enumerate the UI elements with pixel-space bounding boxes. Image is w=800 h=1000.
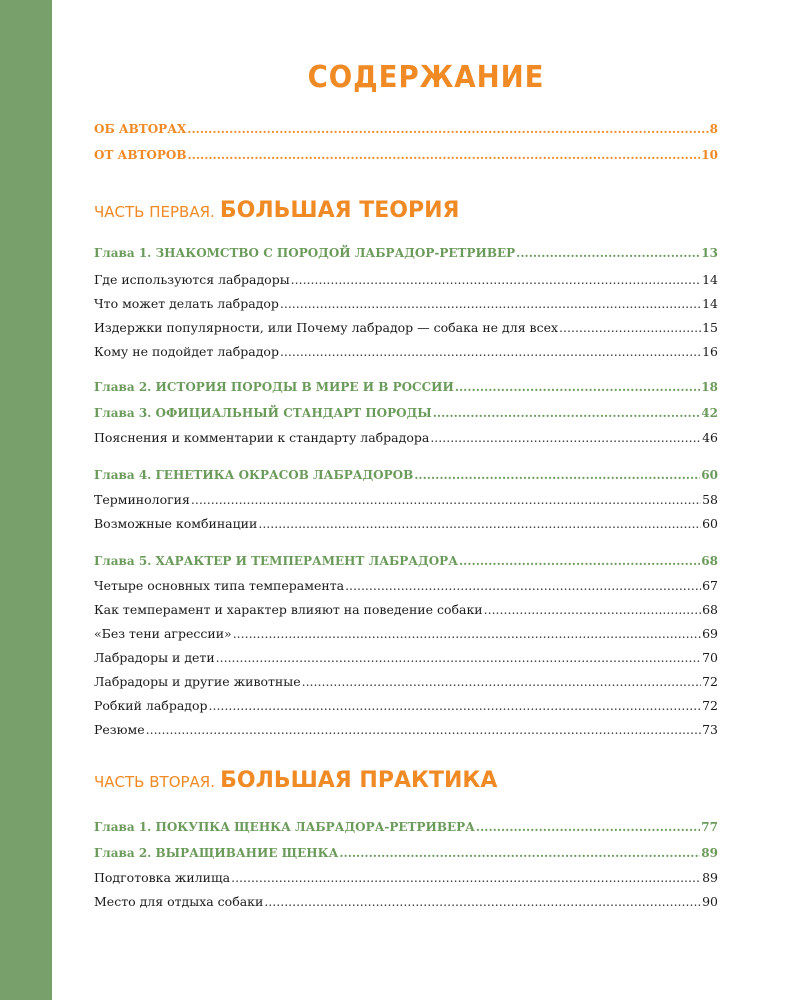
part-heading-2	[94, 768, 497, 793]
toc-entry-label: Подготовка жилища	[94, 870, 231, 885]
leader-dots	[233, 626, 701, 641]
toc-chapter[interactable]	[94, 468, 718, 482]
leader-dots	[146, 722, 701, 737]
toc-entry[interactable]	[94, 602, 718, 617]
toc-entry[interactable]	[94, 320, 718, 335]
toc-entry-label: Издержки популярности, или Почему лабрадор — собака не для всех	[94, 320, 559, 335]
leader-dots	[516, 246, 700, 260]
toc-entry[interactable]	[94, 578, 718, 593]
leader-dots	[455, 380, 700, 394]
toc-chapter[interactable]	[94, 846, 718, 860]
toc-entry-label: Место для отдыха собаки	[94, 894, 264, 909]
toc-entry-page: 16	[702, 344, 718, 359]
toc-entry-about-authors[interactable]	[94, 122, 718, 136]
side-bar	[0, 0, 52, 1000]
toc-entry-from-authors[interactable]	[94, 148, 718, 162]
toc-entry-label: Терминология	[94, 492, 190, 507]
toc-entry-label: Лабрадоры и дети	[94, 650, 215, 665]
toc-entry-page: 58	[702, 492, 718, 507]
toc-chapter[interactable]	[94, 554, 718, 568]
toc-entry[interactable]	[94, 626, 718, 641]
toc-entry-page: 14	[702, 272, 718, 287]
toc-entry-label: Четыре основных типа темперамента	[94, 578, 345, 593]
toc-entry-page: 73	[702, 722, 718, 737]
toc-entry-label: Пояснения и комментарии к стандарту лабрадора	[94, 430, 430, 445]
toc-entry-label: Как темперамент и характер влияют на поведение собаки	[94, 602, 483, 617]
toc-entry-page: 60	[702, 516, 718, 531]
toc-entry[interactable]	[94, 674, 718, 689]
toc-entry-label: ОТ АВТОРОВ	[94, 148, 187, 162]
toc-entry-page: 15	[702, 320, 718, 335]
toc-entry-page: 60	[701, 468, 718, 482]
toc-entry[interactable]	[94, 698, 718, 713]
toc-entry-page: 10	[701, 148, 718, 162]
toc-entry-page: 67	[702, 578, 718, 593]
toc-entry-page: 46	[702, 430, 718, 445]
toc-entry-label: Резюме	[94, 722, 145, 737]
toc-entry-page: 89	[702, 870, 718, 885]
leader-dots	[291, 272, 701, 287]
part-title: БОЛЬШАЯ ТЕОРИЯ	[219, 198, 460, 223]
leader-dots	[302, 674, 701, 689]
toc-entry-label: Глава 4. ГЕНЕТИКА ОКРАСОВ ЛАБРАДОРОВ	[94, 468, 414, 482]
part-prefix: ЧАСТЬ ВТОРАЯ.	[94, 773, 215, 791]
toc-entry-page: 77	[701, 820, 718, 834]
toc-entry-page: 68	[702, 602, 718, 617]
toc-entry-label: Глава 2. ИСТОРИЯ ПОРОДЫ В МИРЕ И В РОССИИ	[94, 380, 454, 394]
toc-entry[interactable]	[94, 272, 718, 287]
toc-entry-label: Глава 1. ЗНАКОМСТВО С ПОРОДОЙ ЛАБРАДОР-РЕТРИВЕР	[94, 246, 516, 260]
toc-entry-label: Лабрадоры и другие животные	[94, 674, 301, 689]
toc-entry-label: Что может делать лабрадор	[94, 296, 279, 311]
toc-entry[interactable]	[94, 430, 718, 445]
toc-chapter[interactable]	[94, 380, 718, 394]
toc-entry-label: ОБ АВТОРАХ	[94, 122, 187, 136]
toc-entry[interactable]	[94, 870, 718, 885]
toc-entry-label: Робкий лабрадор	[94, 698, 208, 713]
toc-entry-label: Кому не подойдет лабрадор	[94, 344, 279, 359]
leader-dots	[433, 406, 701, 420]
leader-dots	[264, 894, 701, 909]
toc-entry-page: 68	[701, 554, 718, 568]
toc-entry-label: Глава 2. ВЫРАЩИВАНИЕ ЩЕНКА	[94, 846, 339, 860]
toc-entry-page: 8	[709, 122, 718, 136]
toc-entry-page: 72	[702, 674, 718, 689]
leader-dots	[280, 296, 701, 311]
leader-dots	[209, 698, 702, 713]
leader-dots	[231, 870, 701, 885]
toc-entry-page: 89	[701, 846, 718, 860]
page-title: СОДЕРЖАНИЕ	[307, 60, 545, 95]
toc-entry-page: 70	[702, 650, 718, 665]
toc-entry-label: Где используются лабрадоры	[94, 272, 290, 287]
toc-entry-label: Глава 3. ОФИЦИАЛЬНЫЙ СТАНДАРТ ПОРОДЫ	[94, 406, 432, 420]
toc-entry-page: 69	[702, 626, 718, 641]
toc-entry[interactable]	[94, 894, 718, 909]
leader-dots	[187, 148, 700, 162]
toc-entry-page: 42	[701, 406, 718, 420]
toc-entry-page: 14	[702, 296, 718, 311]
toc-entry[interactable]	[94, 516, 718, 531]
leader-dots	[414, 468, 700, 482]
toc-chapter[interactable]	[94, 820, 718, 834]
toc-entry-label: «Без тени агрессии»	[94, 626, 232, 641]
part-prefix: ЧАСТЬ ПЕРВАЯ.	[94, 203, 215, 221]
part-title: БОЛЬШАЯ ПРАКТИКА	[220, 768, 498, 793]
leader-dots	[459, 554, 700, 568]
toc-entry[interactable]	[94, 722, 718, 737]
leader-dots	[345, 578, 701, 593]
toc-entry[interactable]	[94, 492, 718, 507]
toc-entry-label: Глава 1. ПОКУПКА ЩЕНКА ЛАБРАДОРА-РЕТРИВЕРА	[94, 820, 475, 834]
leader-dots	[484, 602, 701, 617]
toc-entry-label: Глава 5. ХАРАКТЕР И ТЕМПЕРАМЕНТ ЛАБРАДОРА	[94, 554, 458, 568]
toc-entry-label: Возможные комбинации	[94, 516, 258, 531]
toc-entry[interactable]	[94, 650, 718, 665]
leader-dots	[280, 344, 701, 359]
part-heading-1	[94, 198, 459, 223]
toc-chapter[interactable]	[94, 406, 718, 420]
toc-entry-page: 13	[701, 246, 718, 260]
leader-dots	[559, 320, 701, 335]
toc-entry-page: 90	[702, 894, 718, 909]
leader-dots	[258, 516, 701, 531]
toc-entry-page: 18	[701, 380, 718, 394]
toc-chapter[interactable]	[94, 246, 718, 260]
toc-entry[interactable]	[94, 344, 718, 359]
toc-entry[interactable]	[94, 296, 718, 311]
leader-dots	[191, 492, 701, 507]
leader-dots	[339, 846, 700, 860]
leader-dots	[476, 820, 700, 834]
leader-dots	[216, 650, 701, 665]
leader-dots	[187, 122, 708, 136]
toc-entry-page: 72	[702, 698, 718, 713]
leader-dots	[430, 430, 701, 445]
